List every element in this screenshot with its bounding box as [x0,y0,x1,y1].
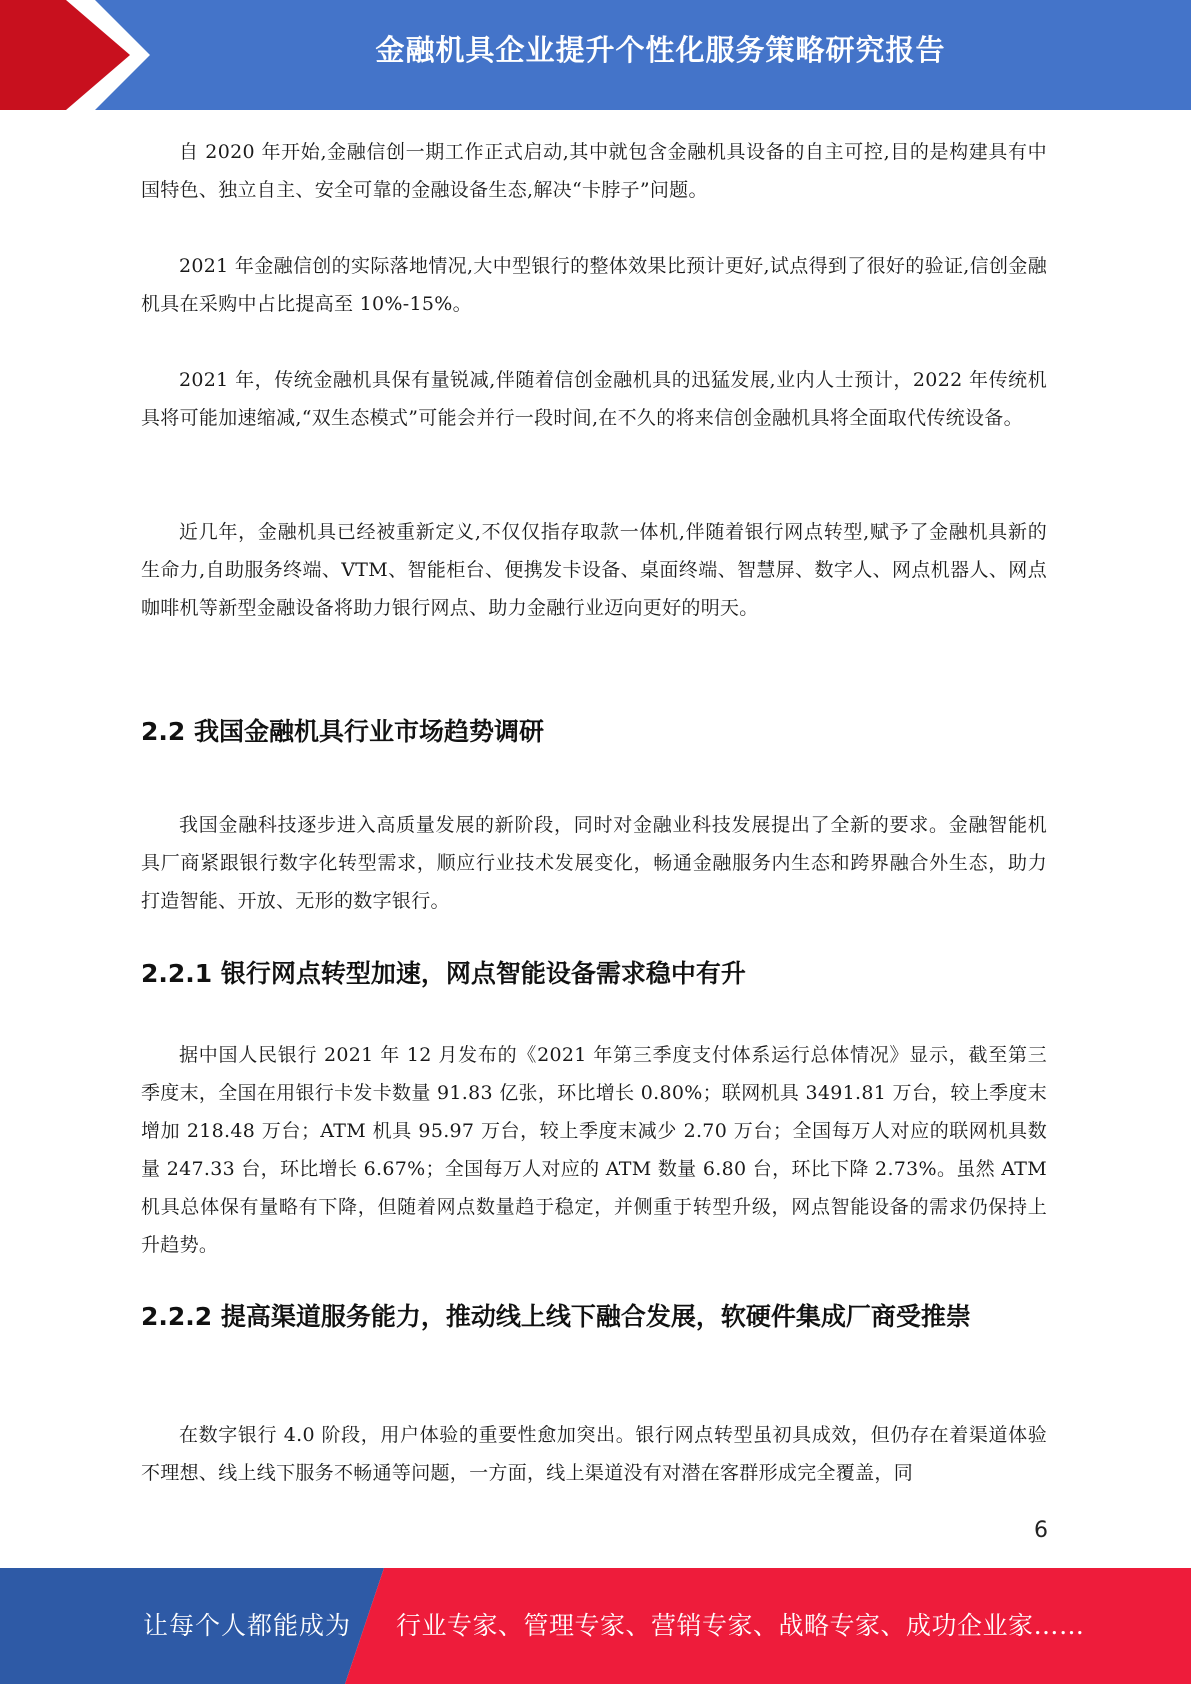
section-2-2-paragraph: 我国金融科技逐步进入高质量发展的新阶段，同时对金融业科技发展提出了全新的要求。金融智能机具厂商紧跟银行数字化转型需求，顺应行业技术发展变化，畅通金融服务内生态和跨界融合外生态，助力打造智能、开放、无形的数字银行。 [141,814,1047,912]
body-paragraph-2: 2021 年金融信创的实际落地情况,大中型银行的整体效果比预计更好,试点得到了很好的验证,信创金融机具在采购中占比提高至 10%-15%。 [141,255,1047,315]
page-header [0,0,1191,110]
footer-slogan-right: 行业专家、管理专家、营销专家、战略专家、成功企业家…… [396,1611,1085,1640]
page-footer [0,1568,1191,1684]
body-paragraph-4: 近几年，金融机具已经被重新定义,不仅仅指存取款一体机,伴随着银行网点转型,赋予了金融机具新的生命力,自助服务终端、VTM、智能柜台、便携发卡设备、桌面终端、智慧屏、数字人、网点机器人、网点咖啡机等新型金融设备将助力银行网点、助力金融行业迈向更好的明天。 [141,521,1047,619]
footer-slogan-left: 让每个人都能成为 [143,1611,352,1640]
section-heading-2-2: 2.2 我国金融机具行业市场趋势调研 [141,717,544,746]
section-heading-2-2-1: 2.2.1 银行网点转型加速，网点智能设备需求稳中有升 [141,959,746,988]
section-2-2-2-paragraph: 在数字银行 4.0 阶段，用户体验的重要性愈加突出。银行网点转型虽初具成效，但仍存在着渠道体验不理想、线上线下服务不畅通等问题，一方面，线上渠道没有对潜在客群形成完全覆盖，同 [141,1424,1047,1484]
body-paragraph-1: 自 2020 年开始,金融信创一期工作正式启动,其中就包含金融机具设备的自主可控,目的是构建具有中国特色、独立自主、安全可靠的金融设备生态,解决“卡脖子”问题。 [141,141,1047,201]
section-heading-2-2-2: 2.2.2 提高渠道服务能力，推动线上线下融合发展，软硬件集成厂商受推崇 [141,1302,971,1331]
body-paragraph-3: 2021 年，传统金融机具保有量锐减,伴随着信创金融机具的迅猛发展,业内人士预计，2022 年传统机具将可能加速缩减,“双生态模式”可能会并行一段时间,在不久的将来信创金融机具将全面取代传统设备。 [141,369,1047,429]
page-number: 6 [1034,1518,1048,1543]
report-title: 金融机具企业提升个性化服务策略研究报告 [375,33,946,67]
section-2-2-1-paragraph: 据中国人民银行 2021 年 12 月发布的《2021 年第三季度支付体系运行总体情况》显示，截至第三季度末，全国在用银行卡发卡数量 91.83 亿张，环比增长 0.80%；联网机具 3491.81 万台，较上季度末增加 218.48 万台；ATM 机具 95.97 万台，较上季度末减少 2.70 万台；全国每万人对应的联网机具数量 247.33 台，环比增长 6.67%；全国每万人对应的 ATM 数量 6.80 台，环比下降 2.73%。虽然 ATM 机具总体保有量略有下降，但随着网点数量趋于稳定，并侧重于转型升级，网点智能设备的需求仍保持上升趋势。 [141,1044,1047,1256]
